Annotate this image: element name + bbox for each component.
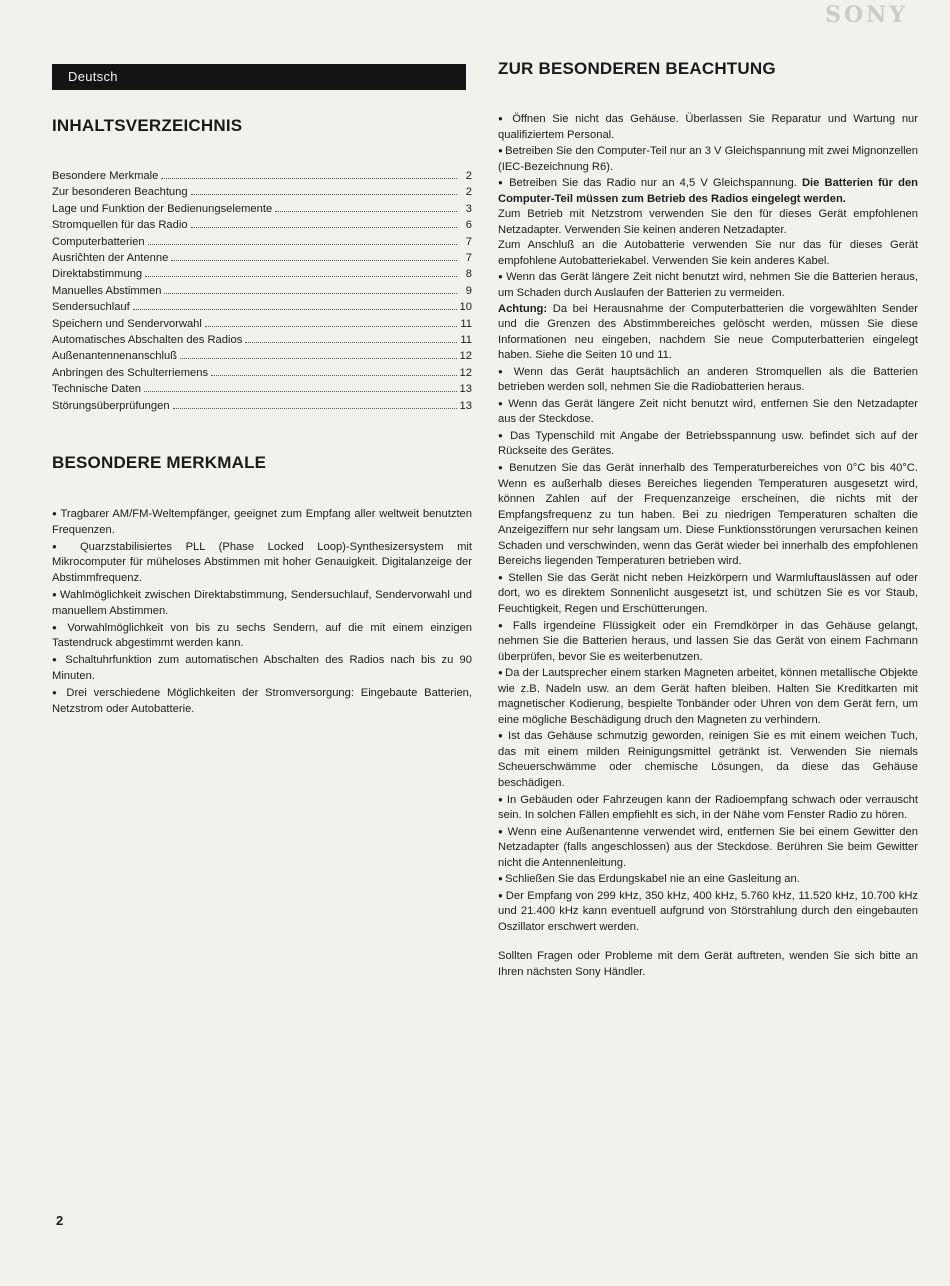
page-number: 2 [56,1213,64,1228]
toc-leader [164,293,457,294]
toc-leader [245,342,457,343]
toc-entry-label: Ausriĉhten der Antenne [52,252,169,265]
closing-paragraph: Sollten Fragen oder Probleme mit dem Gerät auftreten, wenden Sie sich bitte an Ihren nächsten Sony Händler. [498,950,918,978]
feature-item: ● Tragbarer AM/FM-Weltempfänger, geeignet zum Empfang aller weltweit benutzten Frequenzen. [52,506,472,539]
toc-entry [52,234,472,250]
toc-entry-page: 12 [459,366,472,379]
note-paragraph: ● Wenn das Gerät hauptsächlich an anderen Stromquellen als die Batterien betrieben werden soll, nehmen Sie die Radiobatterien heraus. [498,364,918,396]
toc-entry-label: Außenantennenanschluß [52,350,178,363]
note-paragraph: ● Wenn das Gerät längere Zeit nicht benutzt wird, nehmen Sie die Batterien heraus, um Schaden durch Auslaufen der Batterien zu vermeiden. [498,269,918,301]
feature-item: ● Vorwahlmöglichkeit von bis zu sechs Sendern, auf die mit einem einzigen Tastendruck abgestimmt werden kann. [52,620,472,653]
notes-heading: ZUR BESONDEREN BEACHTUNG [498,59,776,78]
note-paragraph: ● Betreiben Sie den Computer-Teil nur an 3 V Gleichspannung mit zwei Mignonzellen (IEC-Bezeichnung R6). [498,143,918,175]
notes-column [498,111,918,981]
toc-entry-page: 6 [465,219,472,232]
note-paragraph: ● Falls irgendeine Flüssigkeit oder ein Fremdkörper in das Gehäuse gelangt, nehmen Sie die Batterien heraus, und lassen Sie das Gerät von einem Fachmann überprüfen, bevor Sie es weiterbenutzen. [498,618,918,666]
toc-entry [52,365,472,381]
toc-entry-page: 8 [465,268,472,281]
toc-entry [52,332,472,348]
toc-entry-page: 9 [465,284,472,297]
toc-entry-label: Automatisches Abschalten des Radios [52,334,243,347]
toc-entry-page: 11 [460,334,472,347]
note-attention-label: Achtung: [498,302,548,315]
toc-entry-page: 10 [459,301,472,314]
toc-entry-label: Direktabstimmung [52,268,143,281]
table-of-contents [52,168,472,414]
feature-item: ● Schaltuhrfunktion zum automatischen Abschalten des Radios nach bis zu 90 Minuten. [52,652,472,685]
toc-leader [171,260,457,261]
toc-entry-page: 3 [465,202,472,215]
toc-entry-label: Stromquellen für das Radio [52,219,188,232]
note-paragraph: ● Benutzen Sie das Gerät innerhalb des Temperaturbereiches von 0°C bis 40°C. Wenn es außerhalb dieses Bereiches liegenden Temperaturen ausgesetzt wird, können Zahlen auf der Frequenzanzeige erscheinen, die nichts mit der Empfangsfrequenz zu tun haben. Bei zu niedrigen Temperaturen schalten die Anzeigeziffern nur sehr langsam um. Diese Funktionsstörungen verursachen keinen Schaden und verschwinden, wenn das Gerät wieder bei innerhalb des empfohlenen Bereichs liegenden Temperaturen betrieben wird. [498,460,918,570]
toc-entry-page: 12 [459,350,472,363]
note-text: Betreiben Sie das Radio nur an 4,5 V Gleichspannung. [509,177,797,190]
features-list [52,506,472,717]
toc-entry-label: Lage und Funktion der Bedienungselemente [52,202,273,215]
note-paragraph: Zum Anschluß an die Autobatterie verwenden Sie nur das für dieses Gerät empfohlene Autobatteriekabel. Verwenden Sie kein anderes Kabel. [498,239,918,267]
toc-entry [52,299,472,315]
note-paragraph: Zum Betrieb mit Netzstrom verwenden Sie den für dieses Gerät empfohlenen Netzadapter. Verwenden Sie keinen anderen Netzadapter. [498,208,918,236]
toc-leader [191,227,457,228]
toc-entry-label: Anbringen des Schulterriemens [52,366,209,379]
toc-leader [161,178,457,179]
toc-leader [205,326,457,327]
toc-entry-label: Besondere Merkmale [52,170,159,182]
toc-leader [144,391,457,392]
toc-entry-label: Manuelles Abstimmen [52,284,162,297]
note-paragraph: ● Schließen Sie das Erdungskabel nie an eine Gasleitung an. [498,871,918,888]
toc-leader [180,358,457,359]
note-paragraph [498,302,918,364]
toc-entry [52,201,472,217]
toc-heading: INHALTSVERZEICHNIS [52,116,243,135]
toc-entry-page: 2 [465,170,472,182]
note-paragraph: ● Wenn das Gerät längere Zeit nicht benutzt wird, entfernen Sie den Netzadapter aus der Steckdose. [498,396,918,428]
toc-entry-page: 13 [459,399,472,412]
toc-entry-label: Sendersuchlauf [52,301,130,314]
toc-entry-page: 11 [460,317,472,330]
toc-leader [173,408,457,409]
toc-entry [52,184,472,200]
brand-logo-watermark: SONY [825,2,908,28]
toc-leader [145,276,457,277]
note-paragraph: ● Das Typenschild mit Angabe der Betriebsspannung usw. befindet sich auf der Rückseite des Gerätes. [498,428,918,460]
toc-entry-label: Computerbatterien [52,235,145,248]
note-paragraph: ● Öffnen Sie nicht das Gehäuse. Überlassen Sie Reparatur und Wartung nur qualifiziertem Personal. [498,111,918,143]
toc-entry-page: 7 [465,252,472,265]
feature-item: ● Quarzstabilisiertes PLL (Phase Locked Loop)-Synthesizersystem mit Mikrocomputer für müheloses Abstimmen mit hoher Genauigkeit. Digitalanzeige der Abstimmfrequenz. [52,539,472,587]
note-paragraph: ● In Gebäuden oder Fahrzeugen kann der Radioempfang schwach oder verrauscht sein. In solchen Fällen empfiehlt es sich, in der Nähe vom Fenster Radio zu hören. [498,792,918,824]
toc-leader [133,309,457,310]
toc-leader [191,194,457,195]
note-paragraph: ● Wenn eine Außenantenne verwendet wird, entfernen Sie bei einem Gewitter den Netzadapter (falls angeschlossen) aus der Steckdose. Berühren Sie beim Gewitter nicht die Antennenleitung. [498,824,918,872]
note-text: Da bei Herausnahme der Computerbatterien die vorgewählten Sender und die Grenzen des Abstimmbereiches gelöscht werden, müssen Sie diese Informationen neu eingeben, nachdem Sie neue Computerbatterien eingelegt haben. Siehe die Seiten 10 und 11. [498,302,919,362]
toc-entry [52,381,472,397]
toc-leader [148,244,457,245]
note-emphasis: Die Batterien für den Computer-Teil müssen zum Betrieb des Radios eingelegt werden. [498,177,918,205]
note-paragraph: ● Ist das Gehäuse schmutzig geworden, reinigen Sie es mit einem weichen Tuch, das mit einem milden Reinigungsmittel getränkt ist. Verwenden Sie niemals Scheuerschwämme oder chemische Lösungen, da diese das Gehäuse beschädigen. [498,728,918,791]
toc-entry [52,250,472,266]
toc-entry [52,283,472,299]
toc-entry [52,398,472,414]
toc-entry-page: 2 [465,186,472,199]
toc-entry-page: 13 [459,383,472,396]
toc-leader [211,375,456,376]
toc-entry [52,316,472,332]
toc-entry-label: Störungsüberprüfungen [52,399,170,412]
note-paragraph: ● Der Empfang von 299 kHz, 350 kHz, 400 kHz, 5.760 kHz, 11.520 kHz, 10.700 kHz und 21.400 kHz kann eventuell aufgrund von Störstrahlung durch den eingebauten Oszillator erschwert werden. [498,888,918,936]
toc-entry [52,168,472,184]
feature-item: ● Wahlmöglichkeit zwischen Direktabstimmung, Sendersuchlauf, Sendervorwahl und manuellem Abstimmen. [52,587,472,620]
toc-entry-label: Speichern und Sendervorwahl [52,317,202,330]
language-bar: Deutsch [52,64,466,90]
features-heading: BESONDERE MERKMALE [52,453,267,472]
toc-entry-label: Technische Daten [52,383,141,396]
note-paragraph: ● Stellen Sie das Gerät nicht neben Heizkörpern und Warmluftauslässen auf oder dort, wo es direktem Sonnenlicht ausgesetzt ist, und schützen Sie es vor Staub, Feuchtigkeit, Regen und Erschütterungen. [498,570,918,618]
toc-leader [275,211,457,212]
toc-entry [52,217,472,233]
note-paragraph: ● Da der Lautsprecher einem starken Magneten arbeitet, können metallische Objekte wie z.B. Nadeln usw. an dem Gerät haften bleiben. Halten Sie Kreditkarten mit magnetischer Kodierung, bespielte Tonbänder oder Uhren von dem Gerät fern, um eine mögliche Beschädigung druch den Magneten zu verhindern. [498,665,918,728]
toc-entry-page: 7 [465,235,472,248]
toc-entry [52,266,472,282]
toc-entry-label: Zur besonderen Beachtung [52,186,188,199]
feature-item: ● Drei verschiedene Möglichkeiten der Stromversorgung: Eingebaute Batterien, Netzstrom oder Autobatterie. [52,685,472,718]
toc-entry [52,348,472,364]
note-paragraph [498,175,918,207]
